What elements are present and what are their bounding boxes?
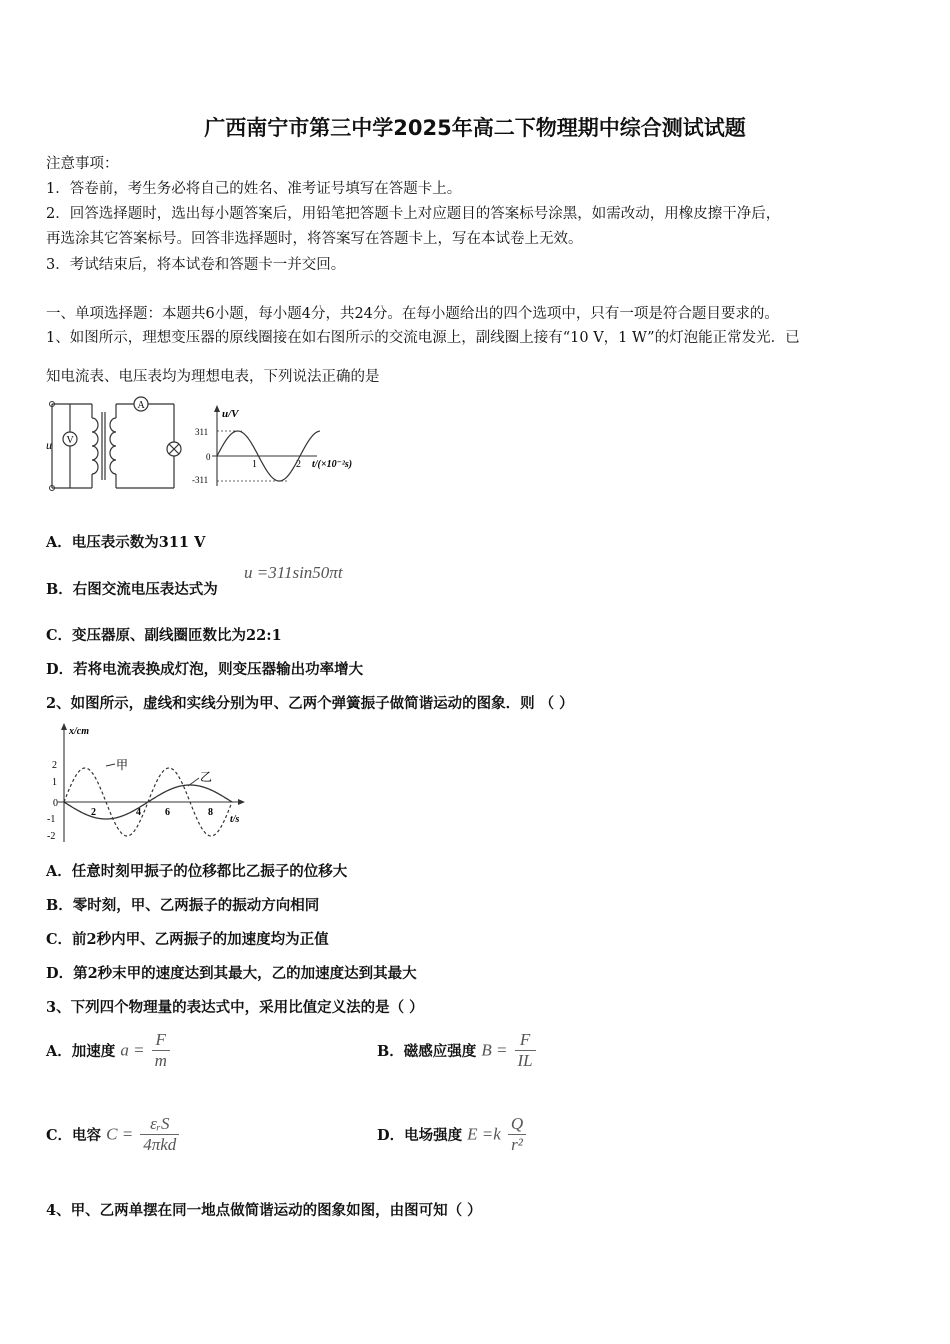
q1-tick-1: 1 [252,459,257,470]
q2-ytick-2: 2 [52,760,57,771]
notice-item-3: 3．考试结束后，将本试卷和答题卡一并交回。 [46,257,346,273]
q2-xtick-8: 8 [208,807,213,818]
q3-b-lhs: B = [481,1040,508,1060]
q3-d-lhs: E =k [467,1124,501,1144]
notice-item-1: 1．答卷前，考生务必将自己的姓名、准考证号填写在答题卡上。 [46,181,462,197]
q1-stem-line1: 1、如图所示，理想变压器的原线圈接在如右图所示的交流电源上，副线圈上接有“10 V，1 W”的灯泡能正常发光．已 [46,330,800,346]
q1-transformer-circuit [44,396,194,496]
q2-label-jia: 甲 [116,758,129,772]
q2-ytick-m2: -2 [47,831,56,842]
page-title: 广西南宁市第三中学2025年高二下物理期中综合测试试题 [204,116,746,140]
q3-option-d-label: D．电场强度 [377,1127,463,1144]
q3-option-a-label: A．加速度 [46,1043,116,1060]
input-voltage-label: u [46,438,52,452]
q2-xtick-6: 6 [165,807,170,818]
q1-option-d: D．若将电流表换成灯泡，则变压器输出功率增大 [46,661,364,678]
q2-option-d: D．第2秒末甲的速度达到其最大，乙的加速度达到其最大 [46,965,417,982]
q4-stem: 4、甲、乙两单摆在同一地点做简谐运动的图象如图，由图可知（ ） [46,1202,482,1219]
q2-option-b: B．零时刻，甲、乙两振子的振动方向相同 [46,897,320,914]
q1-option-b-text: B．右图交流电压表达式为 [46,581,218,598]
notice-item-2-cont: 再选涂其它答案标号。回答非选择题时，将答案写在答题卡上，写在本试卷上无效。 [46,231,583,247]
q2-ytick-0: 0 [53,798,58,809]
q3-option-c-label: C．电容 [46,1127,102,1144]
q1-tick-311: 311 [195,427,209,437]
q1-y-axis-label: u/V [222,408,239,420]
q2-label-yi: 乙 [200,770,213,784]
q1-stem-line2: 知电流表、电压表均为理想电表，下列说法正确的是 [46,369,380,385]
voltmeter-label: V [66,435,74,446]
notice-heading: 注意事项： [46,156,119,172]
q3-option-b [377,1030,538,1071]
q2-xtick-4: 4 [136,807,141,818]
q2-ytick-m1: -1 [47,814,56,825]
q1-voltage-graph [192,404,377,490]
q3-option-b-label: B．磁感应强度 [377,1043,477,1060]
q3-option-d [377,1114,528,1155]
q1-tick-2: 2 [296,459,301,470]
q3-stem: 3、下列四个物理量的表达式中，采用比值定义法的是（ ） [46,999,424,1016]
q2-y-axis-label: x/cm [69,726,89,737]
q2-x-axis-label: t/s [230,814,240,825]
q3-b-fraction: $\frac{F}{IL}$ [515,1030,536,1071]
q1-tick-0: 0 [206,452,211,462]
q3-c-lhs: C = [106,1124,134,1144]
notice-item-2: 2．回答选择题时，选出每小题答案后，用铅笔把答题卡上对应题目的答案标号涂黑，如需改动，用橡皮擦干净后， [46,206,781,222]
q1-formula: u =311sin50πt [244,563,343,582]
q3-option-c [46,1114,181,1155]
q3-a-lhs: a = [120,1040,145,1060]
q1-option-b [46,578,218,599]
q1-tick-m311: -311 [192,475,209,485]
q3-c-fraction: $\frac{\text{εᵣS}}{\text{4πkd}}$ [140,1114,179,1155]
ammeter-label: A [137,400,145,411]
q2-stem: 2、如图所示，虚线和实线分别为甲、乙两个弹簧振子做简谐运动的图象．则 （ ） [46,695,574,712]
q2-option-a: A．任意时刻甲振子的位移都比乙振子的位移大 [46,863,348,880]
q2-oscillation-graph [44,722,249,846]
q1-option-a: A．电压表示数为311 V [46,534,206,551]
q1-x-axis-label: t/(×10⁻²s) [312,459,353,470]
section-heading: 一、单项选择题：本题共6小题，每小题4分，共24分。在每小题给出的四个选项中，只有一项是符合题目要求的。 [46,306,779,322]
q3-option-a [46,1030,172,1071]
q2-xtick-2: 2 [91,807,96,818]
q3-d-fraction: $\frac{Q}{\text{r²}}$ [508,1114,526,1155]
q3-a-fraction: $\frac{F}{m}$ [152,1030,170,1071]
q1-option-c: C．变压器原、副线圈匝数比为22:1 [46,627,282,644]
q2-ytick-1: 1 [52,777,57,788]
q1-option-b-formula [244,563,343,583]
q2-option-c: C．前2秒内甲、乙两振子的加速度均为正值 [46,931,329,948]
